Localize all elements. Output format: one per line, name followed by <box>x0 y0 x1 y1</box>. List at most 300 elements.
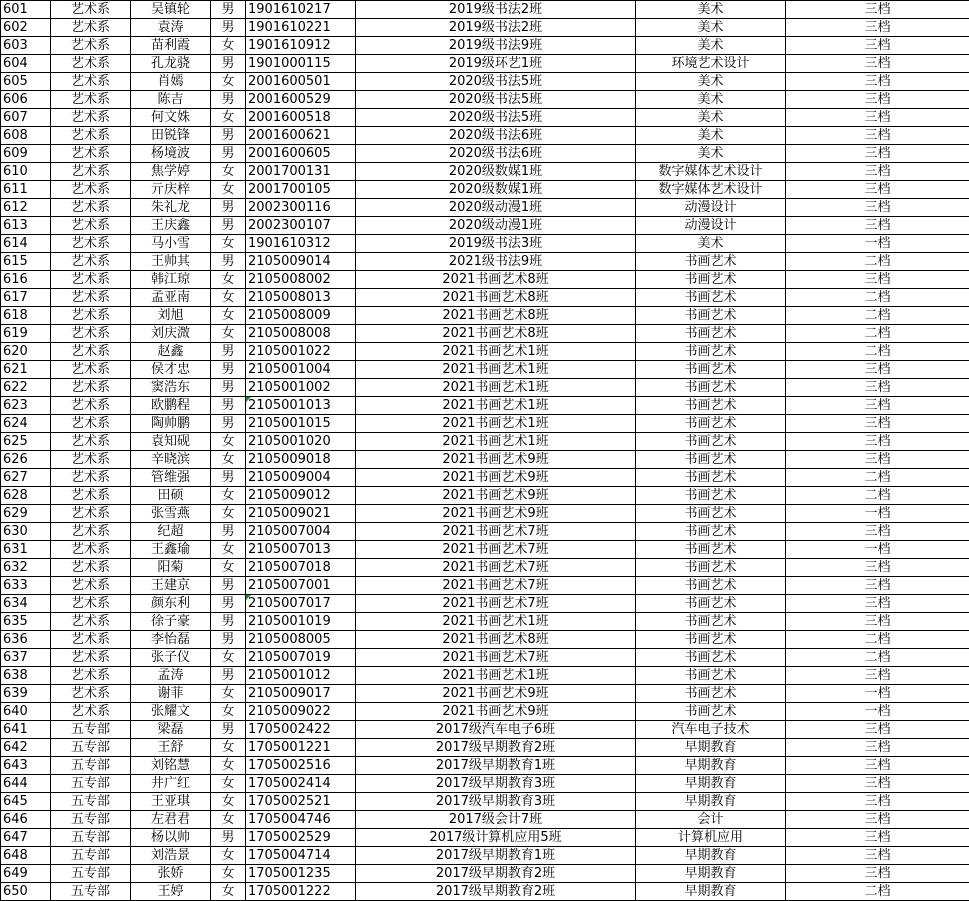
cell-grade-level[interactable]: 二档 <box>786 487 969 505</box>
cell-name[interactable]: 王庆鑫 <box>131 217 211 235</box>
cell-grade-level[interactable]: 三档 <box>786 397 969 415</box>
cell-name[interactable]: 张子仪 <box>131 649 211 667</box>
cell-index[interactable]: 611 <box>1 181 51 199</box>
cell-class[interactable]: 2021书画艺术1班 <box>356 397 636 415</box>
cell-gender[interactable]: 男 <box>211 469 246 487</box>
cell-index[interactable]: 648 <box>1 847 51 865</box>
cell-index[interactable]: 615 <box>1 253 51 271</box>
cell-gender[interactable]: 女 <box>211 451 246 469</box>
cell-name[interactable]: 张娇 <box>131 865 211 883</box>
cell-department[interactable]: 艺术系 <box>51 523 131 541</box>
cell-student-id[interactable]: 2105009014 <box>246 253 356 271</box>
cell-student-id[interactable]: 2105009004 <box>246 469 356 487</box>
cell-class[interactable]: 2020级书法5班 <box>356 73 636 91</box>
cell-grade-level[interactable]: 三档 <box>786 595 969 613</box>
cell-class[interactable]: 2017级早期教育1班 <box>356 847 636 865</box>
cell-index[interactable]: 613 <box>1 217 51 235</box>
cell-name[interactable]: 赵鑫 <box>131 343 211 361</box>
cell-name[interactable]: 陈吉 <box>131 91 211 109</box>
cell-gender[interactable]: 男 <box>211 217 246 235</box>
cell-name[interactable]: 马小雪 <box>131 235 211 253</box>
cell-major[interactable]: 美术 <box>636 235 786 253</box>
cell-student-id[interactable]: 2105001022 <box>246 343 356 361</box>
cell-grade-level[interactable]: 三档 <box>786 775 969 793</box>
cell-major[interactable]: 美术 <box>636 1 786 19</box>
cell-name[interactable]: 管维强 <box>131 469 211 487</box>
cell-major[interactable]: 书画艺术 <box>636 469 786 487</box>
cell-class[interactable]: 2017级早期教育2班 <box>356 883 636 901</box>
cell-department[interactable]: 艺术系 <box>51 613 131 631</box>
cell-name[interactable]: 袁知砚 <box>131 433 211 451</box>
cell-name[interactable]: 纪超 <box>131 523 211 541</box>
cell-grade-level[interactable]: 三档 <box>786 739 969 757</box>
cell-student-id[interactable]: 2105008008 <box>246 325 356 343</box>
cell-gender[interactable]: 女 <box>211 433 246 451</box>
cell-grade-level[interactable]: 三档 <box>786 451 969 469</box>
cell-student-id[interactable]: 2105008005 <box>246 631 356 649</box>
cell-gender[interactable]: 男 <box>211 1 246 19</box>
cell-gender[interactable]: 女 <box>211 793 246 811</box>
cell-index[interactable]: 635 <box>1 613 51 631</box>
cell-grade-level[interactable]: 三档 <box>786 199 969 217</box>
cell-gender[interactable]: 女 <box>211 775 246 793</box>
cell-student-id[interactable]: 1901610217 <box>246 1 356 19</box>
cell-department[interactable]: 五专部 <box>51 865 131 883</box>
cell-major[interactable]: 早期教育 <box>636 847 786 865</box>
cell-index[interactable]: 633 <box>1 577 51 595</box>
cell-department[interactable]: 艺术系 <box>51 91 131 109</box>
cell-name[interactable]: 韩江琼 <box>131 271 211 289</box>
cell-name[interactable]: 朱礼龙 <box>131 199 211 217</box>
cell-name[interactable]: 王亚琪 <box>131 793 211 811</box>
cell-student-id[interactable]: 2001600501 <box>246 73 356 91</box>
cell-student-id[interactable]: 2105007019 <box>246 649 356 667</box>
cell-gender[interactable]: 女 <box>211 487 246 505</box>
cell-department[interactable]: 五专部 <box>51 739 131 757</box>
cell-department[interactable]: 艺术系 <box>51 271 131 289</box>
cell-department[interactable]: 艺术系 <box>51 703 131 721</box>
cell-index[interactable]: 602 <box>1 19 51 37</box>
cell-index[interactable]: 632 <box>1 559 51 577</box>
cell-student-id[interactable]: 1705001221 <box>246 739 356 757</box>
cell-class[interactable]: 2021书画艺术9班 <box>356 451 636 469</box>
cell-grade-level[interactable]: 一档 <box>786 505 969 523</box>
cell-student-id[interactable]: 1901610912 <box>246 37 356 55</box>
cell-major[interactable]: 会计 <box>636 811 786 829</box>
cell-student-id[interactable]: 2105007013 <box>246 541 356 559</box>
cell-gender[interactable]: 男 <box>211 577 246 595</box>
cell-gender[interactable]: 男 <box>211 361 246 379</box>
cell-major[interactable]: 书画艺术 <box>636 397 786 415</box>
cell-class[interactable]: 2021书画艺术9班 <box>356 469 636 487</box>
cell-gender[interactable]: 女 <box>211 181 246 199</box>
cell-major[interactable]: 书画艺术 <box>636 559 786 577</box>
cell-index[interactable]: 609 <box>1 145 51 163</box>
cell-student-id[interactable]: 2001600529 <box>246 91 356 109</box>
cell-department[interactable]: 艺术系 <box>51 667 131 685</box>
cell-major[interactable]: 动漫设计 <box>636 217 786 235</box>
cell-department[interactable]: 艺术系 <box>51 487 131 505</box>
cell-name[interactable]: 杨境波 <box>131 145 211 163</box>
cell-index[interactable]: 601 <box>1 1 51 19</box>
cell-major[interactable]: 书画艺术 <box>636 595 786 613</box>
cell-major[interactable]: 书画艺术 <box>636 505 786 523</box>
cell-grade-level[interactable]: 二档 <box>786 883 969 901</box>
cell-student-id[interactable]: 1705002521 <box>246 793 356 811</box>
cell-major[interactable]: 书画艺术 <box>636 379 786 397</box>
cell-index[interactable]: 620 <box>1 343 51 361</box>
cell-student-id[interactable]: 1705002422 <box>246 721 356 739</box>
cell-gender[interactable]: 男 <box>211 667 246 685</box>
cell-gender[interactable]: 女 <box>211 163 246 181</box>
cell-name[interactable]: 张耀文 <box>131 703 211 721</box>
cell-student-id[interactable]: 2105007001 <box>246 577 356 595</box>
cell-class[interactable]: 2017级计算机应用5班 <box>356 829 636 847</box>
cell-department[interactable]: 五专部 <box>51 883 131 901</box>
cell-gender[interactable]: 女 <box>211 757 246 775</box>
cell-gender[interactable]: 女 <box>211 649 246 667</box>
cell-gender[interactable]: 女 <box>211 307 246 325</box>
cell-gender[interactable]: 男 <box>211 397 246 415</box>
cell-class[interactable]: 2021书画艺术8班 <box>356 325 636 343</box>
cell-department[interactable]: 艺术系 <box>51 415 131 433</box>
cell-student-id[interactable]: 2105001004 <box>246 361 356 379</box>
cell-student-id[interactable]: 2001600605 <box>246 145 356 163</box>
cell-department[interactable]: 艺术系 <box>51 685 131 703</box>
cell-grade-level[interactable]: 二档 <box>786 649 969 667</box>
cell-name[interactable]: 陶帅鹏 <box>131 415 211 433</box>
cell-major[interactable]: 书画艺术 <box>636 577 786 595</box>
cell-grade-level[interactable]: 三档 <box>786 181 969 199</box>
cell-department[interactable]: 艺术系 <box>51 19 131 37</box>
cell-student-id[interactable]: 2105001015 <box>246 415 356 433</box>
cell-department[interactable]: 艺术系 <box>51 145 131 163</box>
cell-grade-level[interactable]: 三档 <box>786 91 969 109</box>
cell-class[interactable]: 2020级书法6班 <box>356 145 636 163</box>
cell-gender[interactable]: 女 <box>211 883 246 901</box>
cell-student-id[interactable]: 2105007004 <box>246 523 356 541</box>
cell-major[interactable]: 书画艺术 <box>636 253 786 271</box>
cell-gender[interactable]: 男 <box>211 595 246 613</box>
cell-department[interactable]: 五专部 <box>51 721 131 739</box>
cell-name[interactable]: 杨以帅 <box>131 829 211 847</box>
cell-student-id[interactable]: 2105001019 <box>246 613 356 631</box>
cell-class[interactable]: 2019级书法2班 <box>356 19 636 37</box>
cell-class[interactable]: 2021书画艺术9班 <box>356 505 636 523</box>
cell-class[interactable]: 2020级动漫1班 <box>356 217 636 235</box>
cell-index[interactable]: 638 <box>1 667 51 685</box>
cell-gender[interactable]: 女 <box>211 685 246 703</box>
cell-class[interactable]: 2021书画艺术7班 <box>356 541 636 559</box>
cell-index[interactable]: 644 <box>1 775 51 793</box>
cell-grade-level[interactable]: 三档 <box>786 271 969 289</box>
cell-student-id[interactable]: 2105009017 <box>246 685 356 703</box>
cell-grade-level[interactable]: 二档 <box>786 253 969 271</box>
cell-gender[interactable]: 男 <box>211 253 246 271</box>
cell-index[interactable]: 618 <box>1 307 51 325</box>
cell-gender[interactable]: 男 <box>211 415 246 433</box>
cell-class[interactable]: 2017级早期教育2班 <box>356 865 636 883</box>
cell-department[interactable]: 艺术系 <box>51 307 131 325</box>
cell-gender[interactable]: 女 <box>211 109 246 127</box>
cell-student-id[interactable]: 1705001235 <box>246 865 356 883</box>
cell-name[interactable]: 吴镇轮 <box>131 1 211 19</box>
cell-index[interactable]: 610 <box>1 163 51 181</box>
cell-student-id[interactable]: 2105001020 <box>246 433 356 451</box>
cell-department[interactable]: 五专部 <box>51 775 131 793</box>
cell-gender[interactable]: 女 <box>211 739 246 757</box>
cell-class[interactable]: 2021书画艺术8班 <box>356 307 636 325</box>
cell-grade-level[interactable]: 三档 <box>786 415 969 433</box>
cell-major[interactable]: 书画艺术 <box>636 451 786 469</box>
cell-name[interactable]: 井广红 <box>131 775 211 793</box>
cell-grade-level[interactable]: 三档 <box>786 793 969 811</box>
cell-department[interactable]: 艺术系 <box>51 541 131 559</box>
cell-department[interactable]: 艺术系 <box>51 109 131 127</box>
cell-gender[interactable]: 女 <box>211 541 246 559</box>
cell-grade-level[interactable]: 二档 <box>786 469 969 487</box>
cell-grade-level[interactable]: 三档 <box>786 829 969 847</box>
cell-major[interactable]: 书画艺术 <box>636 271 786 289</box>
cell-department[interactable]: 艺术系 <box>51 577 131 595</box>
cell-name[interactable]: 辛晓滨 <box>131 451 211 469</box>
cell-gender[interactable]: 女 <box>211 37 246 55</box>
cell-major[interactable]: 汽车电子技术 <box>636 721 786 739</box>
cell-grade-level[interactable]: 二档 <box>786 343 969 361</box>
cell-grade-level[interactable]: 三档 <box>786 523 969 541</box>
cell-class[interactable]: 2020级数媒1班 <box>356 181 636 199</box>
cell-index[interactable]: 626 <box>1 451 51 469</box>
cell-name[interactable]: 王鑫瑜 <box>131 541 211 559</box>
cell-index[interactable]: 637 <box>1 649 51 667</box>
cell-department[interactable]: 艺术系 <box>51 505 131 523</box>
cell-grade-level[interactable]: 三档 <box>786 73 969 91</box>
cell-gender[interactable]: 男 <box>211 343 246 361</box>
cell-department[interactable]: 艺术系 <box>51 181 131 199</box>
cell-index[interactable]: 616 <box>1 271 51 289</box>
cell-student-id[interactable]: 1901000115 <box>246 55 356 73</box>
cell-grade-level[interactable]: 一档 <box>786 541 969 559</box>
cell-student-id[interactable]: 2002300116 <box>246 199 356 217</box>
cell-student-id[interactable]: 2105001002 <box>246 379 356 397</box>
cell-class[interactable]: 2021书画艺术8班 <box>356 271 636 289</box>
cell-index[interactable]: 614 <box>1 235 51 253</box>
cell-name[interactable]: 王婷 <box>131 883 211 901</box>
cell-class[interactable]: 2017级早期教育2班 <box>356 739 636 757</box>
cell-class[interactable]: 2020级动漫1班 <box>356 199 636 217</box>
cell-index[interactable]: 607 <box>1 109 51 127</box>
cell-index[interactable]: 642 <box>1 739 51 757</box>
cell-department[interactable]: 艺术系 <box>51 253 131 271</box>
cell-class[interactable]: 2021书画艺术7班 <box>356 559 636 577</box>
cell-class[interactable]: 2021书画艺术7班 <box>356 577 636 595</box>
cell-grade-level[interactable]: 三档 <box>786 613 969 631</box>
cell-gender[interactable]: 女 <box>211 73 246 91</box>
cell-gender[interactable]: 女 <box>211 559 246 577</box>
cell-gender[interactable]: 男 <box>211 91 246 109</box>
cell-student-id[interactable]: 1705002414 <box>246 775 356 793</box>
cell-grade-level[interactable]: 三档 <box>786 379 969 397</box>
cell-index[interactable]: 619 <box>1 325 51 343</box>
cell-department[interactable]: 艺术系 <box>51 379 131 397</box>
cell-name[interactable]: 欧鹏程 <box>131 397 211 415</box>
cell-major[interactable]: 早期教育 <box>636 757 786 775</box>
cell-student-id[interactable]: 2105009018 <box>246 451 356 469</box>
cell-grade-level[interactable]: 三档 <box>786 847 969 865</box>
cell-index[interactable]: 643 <box>1 757 51 775</box>
cell-major[interactable]: 书画艺术 <box>636 685 786 703</box>
cell-department[interactable]: 艺术系 <box>51 163 131 181</box>
cell-grade-level[interactable]: 一档 <box>786 685 969 703</box>
cell-major[interactable]: 数字媒体艺术设计 <box>636 181 786 199</box>
cell-department[interactable]: 五专部 <box>51 847 131 865</box>
cell-name[interactable]: 梁磊 <box>131 721 211 739</box>
cell-class[interactable]: 2021书画艺术9班 <box>356 685 636 703</box>
cell-grade-level[interactable]: 三档 <box>786 109 969 127</box>
cell-class[interactable]: 2019级书法9班 <box>356 37 636 55</box>
cell-gender[interactable]: 男 <box>211 721 246 739</box>
cell-grade-level[interactable]: 三档 <box>786 865 969 883</box>
cell-gender[interactable]: 男 <box>211 379 246 397</box>
cell-department[interactable]: 艺术系 <box>51 1 131 19</box>
cell-student-id[interactable]: 2001700131 <box>246 163 356 181</box>
cell-class[interactable]: 2020级书法5班 <box>356 109 636 127</box>
cell-name[interactable]: 田硕 <box>131 487 211 505</box>
cell-class[interactable]: 2021书画艺术7班 <box>356 649 636 667</box>
cell-department[interactable]: 艺术系 <box>51 649 131 667</box>
cell-class[interactable]: 2017级早期教育3班 <box>356 793 636 811</box>
cell-major[interactable]: 书画艺术 <box>636 325 786 343</box>
cell-name[interactable]: 田锐锋 <box>131 127 211 145</box>
cell-department[interactable]: 艺术系 <box>51 37 131 55</box>
cell-major[interactable]: 书画艺术 <box>636 523 786 541</box>
cell-name[interactable]: 王舒 <box>131 739 211 757</box>
cell-grade-level[interactable]: 一档 <box>786 235 969 253</box>
cell-gender[interactable]: 女 <box>211 235 246 253</box>
cell-student-id[interactable]: 2001700105 <box>246 181 356 199</box>
cell-major[interactable]: 书画艺术 <box>636 487 786 505</box>
cell-department[interactable]: 艺术系 <box>51 325 131 343</box>
cell-major[interactable]: 数字媒体艺术设计 <box>636 163 786 181</box>
cell-major[interactable]: 书画艺术 <box>636 433 786 451</box>
cell-grade-level[interactable]: 三档 <box>786 1 969 19</box>
cell-department[interactable]: 五专部 <box>51 829 131 847</box>
cell-index[interactable]: 640 <box>1 703 51 721</box>
cell-name[interactable]: 苗利霞 <box>131 37 211 55</box>
cell-student-id[interactable]: 1705002529 <box>246 829 356 847</box>
cell-grade-level[interactable]: 二档 <box>786 325 969 343</box>
cell-name[interactable]: 亓庆梓 <box>131 181 211 199</box>
cell-grade-level[interactable]: 三档 <box>786 145 969 163</box>
cell-name[interactable]: 何文姝 <box>131 109 211 127</box>
cell-index[interactable]: 605 <box>1 73 51 91</box>
cell-name[interactable]: 孟涛 <box>131 667 211 685</box>
cell-grade-level[interactable]: 二档 <box>786 307 969 325</box>
cell-index[interactable]: 603 <box>1 37 51 55</box>
cell-name[interactable]: 王帅其 <box>131 253 211 271</box>
cell-class[interactable]: 2017级会计7班 <box>356 811 636 829</box>
cell-class[interactable]: 2021书画艺术1班 <box>356 667 636 685</box>
cell-index[interactable]: 608 <box>1 127 51 145</box>
cell-grade-level[interactable]: 三档 <box>786 217 969 235</box>
cell-student-id[interactable]: 1901610221 <box>246 19 356 37</box>
cell-gender[interactable]: 女 <box>211 847 246 865</box>
cell-grade-level[interactable]: 三档 <box>786 55 969 73</box>
cell-grade-level[interactable]: 三档 <box>786 577 969 595</box>
cell-grade-level[interactable]: 三档 <box>786 811 969 829</box>
cell-name[interactable]: 王建京 <box>131 577 211 595</box>
cell-grade-level[interactable]: 三档 <box>786 361 969 379</box>
cell-grade-level[interactable]: 三档 <box>786 37 969 55</box>
cell-gender[interactable]: 男 <box>211 829 246 847</box>
cell-class[interactable]: 2021书画艺术9班 <box>356 703 636 721</box>
cell-gender[interactable]: 男 <box>211 127 246 145</box>
cell-name[interactable]: 焦学婷 <box>131 163 211 181</box>
cell-index[interactable]: 624 <box>1 415 51 433</box>
cell-department[interactable]: 五专部 <box>51 811 131 829</box>
cell-index[interactable]: 612 <box>1 199 51 217</box>
cell-department[interactable]: 五专部 <box>51 793 131 811</box>
cell-name[interactable]: 侯才忠 <box>131 361 211 379</box>
cell-class[interactable]: 2017级早期教育1班 <box>356 757 636 775</box>
cell-major[interactable]: 早期教育 <box>636 775 786 793</box>
cell-department[interactable]: 艺术系 <box>51 559 131 577</box>
cell-department[interactable]: 艺术系 <box>51 217 131 235</box>
cell-gender[interactable]: 女 <box>211 271 246 289</box>
cell-index[interactable]: 649 <box>1 865 51 883</box>
cell-gender[interactable]: 男 <box>211 19 246 37</box>
cell-department[interactable]: 艺术系 <box>51 343 131 361</box>
cell-major[interactable]: 美术 <box>636 37 786 55</box>
cell-gender[interactable]: 女 <box>211 811 246 829</box>
cell-index[interactable]: 629 <box>1 505 51 523</box>
cell-major[interactable]: 美术 <box>636 73 786 91</box>
cell-gender[interactable]: 女 <box>211 505 246 523</box>
cell-gender[interactable]: 女 <box>211 325 246 343</box>
cell-class[interactable]: 2019级环艺1班 <box>356 55 636 73</box>
cell-student-id[interactable]: 2001600518 <box>246 109 356 127</box>
cell-student-id[interactable]: 2001600621 <box>246 127 356 145</box>
cell-grade-level[interactable]: 三档 <box>786 721 969 739</box>
cell-grade-level[interactable]: 三档 <box>786 433 969 451</box>
cell-index[interactable]: 604 <box>1 55 51 73</box>
cell-major[interactable]: 早期教育 <box>636 883 786 901</box>
cell-grade-level[interactable]: 三档 <box>786 127 969 145</box>
cell-student-id[interactable]: 1901610312 <box>246 235 356 253</box>
cell-major[interactable]: 美术 <box>636 145 786 163</box>
cell-name[interactable]: 窦浩东 <box>131 379 211 397</box>
cell-department[interactable]: 艺术系 <box>51 289 131 307</box>
cell-class[interactable]: 2020级书法5班 <box>356 91 636 109</box>
cell-major[interactable]: 书画艺术 <box>636 649 786 667</box>
cell-index[interactable]: 631 <box>1 541 51 559</box>
cell-index[interactable]: 641 <box>1 721 51 739</box>
cell-major[interactable]: 书画艺术 <box>636 703 786 721</box>
cell-grade-level[interactable]: 一档 <box>786 703 969 721</box>
cell-department[interactable]: 艺术系 <box>51 235 131 253</box>
cell-name[interactable]: 阳菊 <box>131 559 211 577</box>
cell-class[interactable]: 2021书画艺术8班 <box>356 631 636 649</box>
cell-department[interactable]: 艺术系 <box>51 361 131 379</box>
cell-student-id[interactable]: 2105001012 <box>246 667 356 685</box>
cell-major[interactable]: 计算机应用 <box>636 829 786 847</box>
cell-major[interactable]: 书画艺术 <box>636 307 786 325</box>
cell-name[interactable]: 孟亚南 <box>131 289 211 307</box>
cell-class[interactable]: 2020级数媒1班 <box>356 163 636 181</box>
cell-department[interactable]: 艺术系 <box>51 397 131 415</box>
cell-student-id[interactable]: 2105009012 <box>246 487 356 505</box>
cell-gender[interactable]: 男 <box>211 523 246 541</box>
